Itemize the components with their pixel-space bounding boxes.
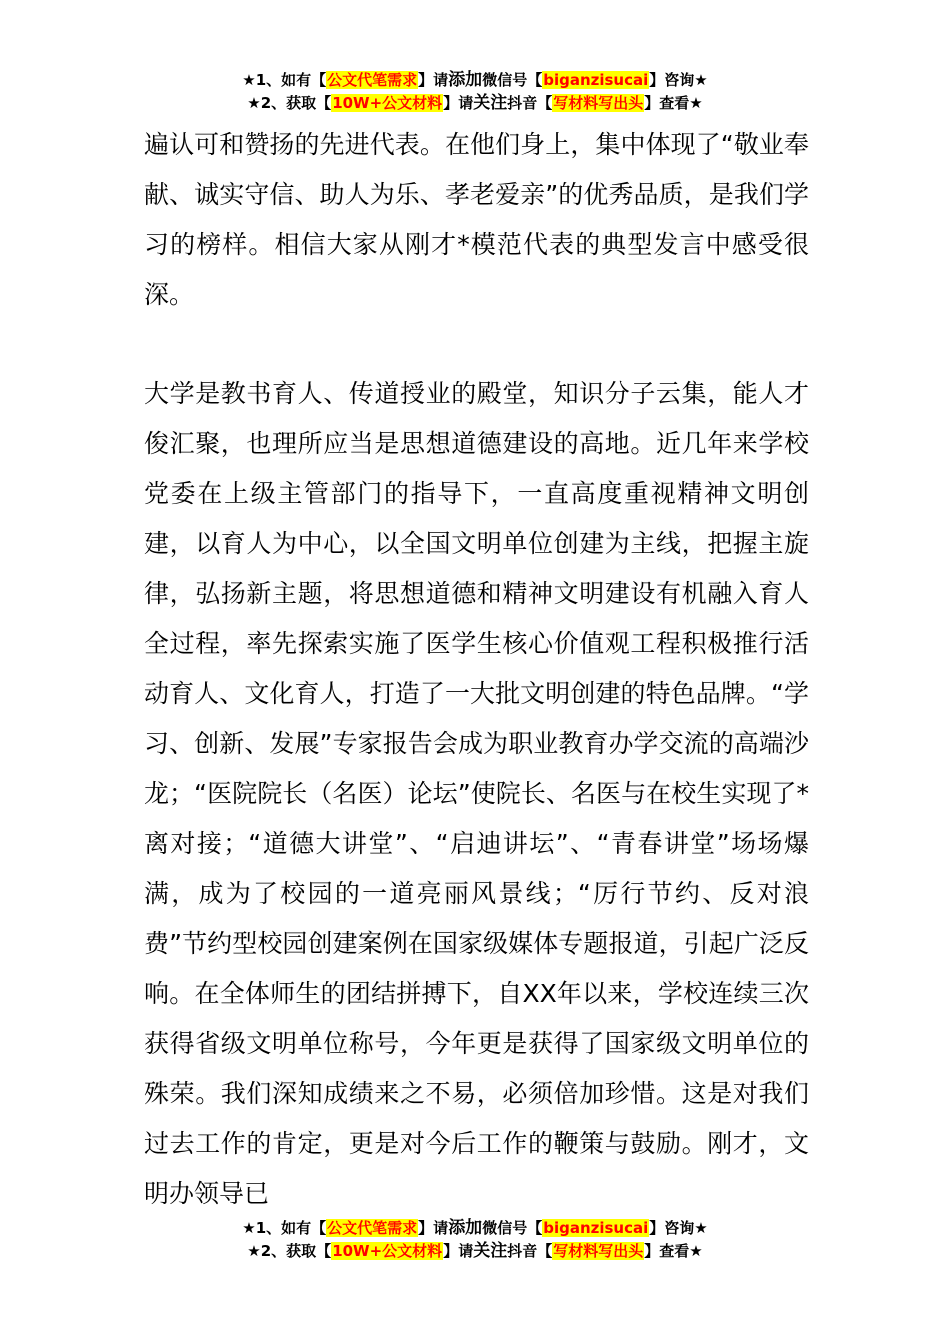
banner-highlight: 写材料写出头 [553, 1242, 644, 1260]
banner-text: 】请 [443, 94, 474, 112]
banner-highlight: biganzisucai [543, 71, 649, 89]
banner-text: 】查看★ [644, 94, 703, 112]
banner-line-1 [0, 69, 950, 92]
body-paragraph: 遍认可和赞扬的先进代表。在他们身上，集中体现了“敬业奉献、诚实守信、助人为乐、孝老爱亲”的优秀品质，是我们学习的榜样。相信大家从刚才*模范代表的典型发言中感受很深。 [144, 130, 809, 309]
banner-text: ★2、获取【 [247, 1242, 332, 1260]
banner-emphasis: 添加 [448, 1218, 483, 1238]
banner-highlight: 写材料写出头 [553, 94, 644, 112]
banner-text: ★1、如有【 [242, 1219, 327, 1237]
banner-line-2 [0, 1240, 950, 1263]
banner-text: 抖音【 [507, 1242, 553, 1260]
banner-text: ★1、如有【 [242, 71, 327, 89]
banner-text: ★2、获取【 [247, 94, 332, 112]
banner-text: 】请 [418, 1219, 449, 1237]
banner-text: 】请 [443, 1242, 474, 1260]
banner-text: 】咨询★ [649, 1219, 708, 1237]
banner-line-1 [0, 1217, 950, 1240]
banner-highlight: 10W+公文材料 [332, 94, 443, 112]
header-banner [0, 69, 950, 115]
banner-text: 】查看★ [644, 1242, 703, 1260]
body-paragraph: 大学是教书育人、传道授业的殿堂，知识分子云集，能人才俊汇聚，也理所应当是思想道德建设的高地。近几年来学校党委在上级主管部门的指导下，一直高度重视精神文明创建，以育人为中心，以全国文明单位创建为主线，把握主旋律，弘扬新主题，将思想道德和精神文明建设有机融入育人全过程，率先探索实施了医学生核心价值观工程积极推行活动育人、文化育人，打造了一大批文明创建的特色品牌。“学习、创新、发展”专家报告会成为职业教育办学交流的高端沙龙；“医院院长（名医）论坛”使院长、名医与在校生实现了*离对接；“道德大讲堂”、“启迪讲坛”、“青春讲堂”场场爆满，成为了校园的一道亮丽风景线；“厉行节约、反对浪费”节约型校园创建案例在国家级媒体专题报道，引起广泛反响。在全体师生的团结拼搏下，自XX年以来，学校连续三次获得省级文明单位称号，今年更是获得了国家级文明单位的殊荣。我们深知成绩来之不易，必须倍加珍惜。这是对我们过去工作的肯定，更是对今后工作的鞭策与鼓励。刚才，文明办领导已 [144, 379, 809, 1208]
banner-text: 】请 [418, 71, 449, 89]
banner-text: 抖音【 [507, 94, 553, 112]
banner-highlight: 10W+公文材料 [332, 1242, 443, 1260]
banner-highlight: 公文代笔需求 [327, 71, 418, 89]
banner-line-2 [0, 92, 950, 115]
banner-text: 】咨询★ [649, 71, 708, 89]
banner-emphasis: 添加 [448, 70, 483, 90]
banner-emphasis: 关注 [473, 1241, 508, 1261]
banner-text: 微信号【 [482, 1219, 543, 1237]
banner-emphasis: 关注 [473, 93, 508, 113]
banner-highlight: biganzisucai [543, 1219, 649, 1237]
banner-text: 微信号【 [482, 71, 543, 89]
banner-highlight: 公文代笔需求 [327, 1219, 418, 1237]
footer-banner [0, 1217, 950, 1263]
